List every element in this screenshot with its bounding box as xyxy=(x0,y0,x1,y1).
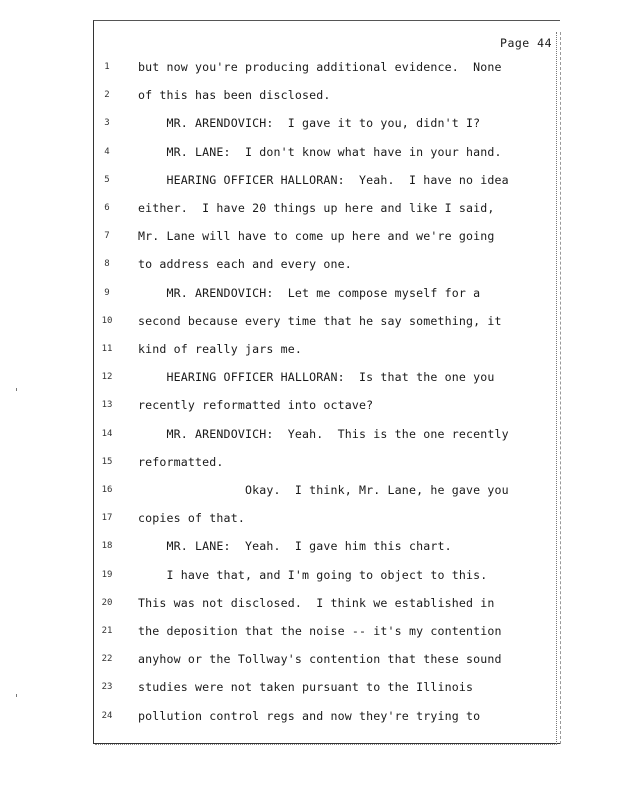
line-number: 9 xyxy=(104,287,110,298)
scan-speck xyxy=(16,388,17,391)
transcript-line: anyhow or the Tollway's contention that these sound xyxy=(138,652,502,667)
transcript-line: studies were not taken pursuant to the Illinois xyxy=(138,680,474,695)
line-number: 6 xyxy=(104,203,110,213)
transcript-line: MR. LANE: I don't know what have in your hand. xyxy=(138,144,502,159)
transcript-line: kind of really jars me. xyxy=(138,342,302,356)
line-number: 13 xyxy=(101,400,113,411)
transcript-line: This was not disclosed. I think we established in xyxy=(138,595,495,610)
transcript-line: MR. ARENDOVICH: Yeah. This is the one recently xyxy=(138,426,509,441)
line-number: 18 xyxy=(101,541,113,552)
transcript-line: pollution control regs and now they're trying to xyxy=(138,708,481,723)
line-number: 12 xyxy=(101,372,113,383)
transcript-line: recently reformatted into octave? xyxy=(138,398,374,413)
bottom-scan-noise xyxy=(95,744,557,745)
transcript-line: the deposition that the noise -- it's my contention xyxy=(138,624,502,638)
line-number: 11 xyxy=(101,344,113,354)
transcript-line: MR. LANE: Yeah. I gave him this chart. xyxy=(138,539,452,554)
transcript-line: HEARING OFFICER HALLORAN: Is that the one you xyxy=(138,370,495,385)
line-number: 17 xyxy=(101,513,113,524)
transcript-line: copies of that. xyxy=(138,511,245,526)
transcript-line: but now you're producing additional evidence. None xyxy=(138,60,502,74)
line-number: 23 xyxy=(101,682,113,693)
line-number: 21 xyxy=(101,626,113,636)
transcript-line: MR. ARENDOVICH: I gave it to you, didn't I? xyxy=(138,116,481,131)
scan-speck xyxy=(16,694,17,697)
page-number-label: Page 44 xyxy=(500,36,552,50)
transcript-line: Okay. I think, Mr. Lane, he gave you xyxy=(138,483,509,497)
line-number: 4 xyxy=(104,146,110,157)
transcript-line: MR. ARENDOVICH: Let me compose myself for a xyxy=(138,285,481,300)
right-margin-rule xyxy=(556,32,557,744)
transcript-line: either. I have 20 things up here and like I said, xyxy=(138,201,495,215)
transcript-line: of this has been disclosed. xyxy=(138,88,331,103)
line-number: 5 xyxy=(104,174,110,185)
line-number: 14 xyxy=(101,428,113,439)
line-number: 22 xyxy=(101,654,113,665)
right-margin-rule-outer xyxy=(560,32,561,744)
transcript-line: HEARING OFFICER HALLORAN: Yeah. I have no idea xyxy=(138,172,509,187)
line-number: 3 xyxy=(104,118,110,129)
line-number: 16 xyxy=(101,485,113,495)
line-number: 7 xyxy=(104,231,110,242)
transcript-line: to address each and every one. xyxy=(138,257,352,272)
line-number: 1 xyxy=(104,62,110,72)
line-number: 2 xyxy=(104,90,110,101)
line-number: 8 xyxy=(104,259,110,270)
line-number: 20 xyxy=(101,597,113,608)
line-number: 24 xyxy=(101,710,113,721)
transcript-line: second because every time that he say something, it xyxy=(138,313,502,328)
transcript-line: reformatted. xyxy=(138,454,224,469)
line-number: 15 xyxy=(101,456,113,467)
line-number: 10 xyxy=(101,315,113,326)
transcript-line: Mr. Lane will have to come up here and we're going xyxy=(138,229,495,244)
line-number: 19 xyxy=(101,569,113,580)
transcript-line: I have that, and I'm going to object to this. xyxy=(138,567,488,582)
